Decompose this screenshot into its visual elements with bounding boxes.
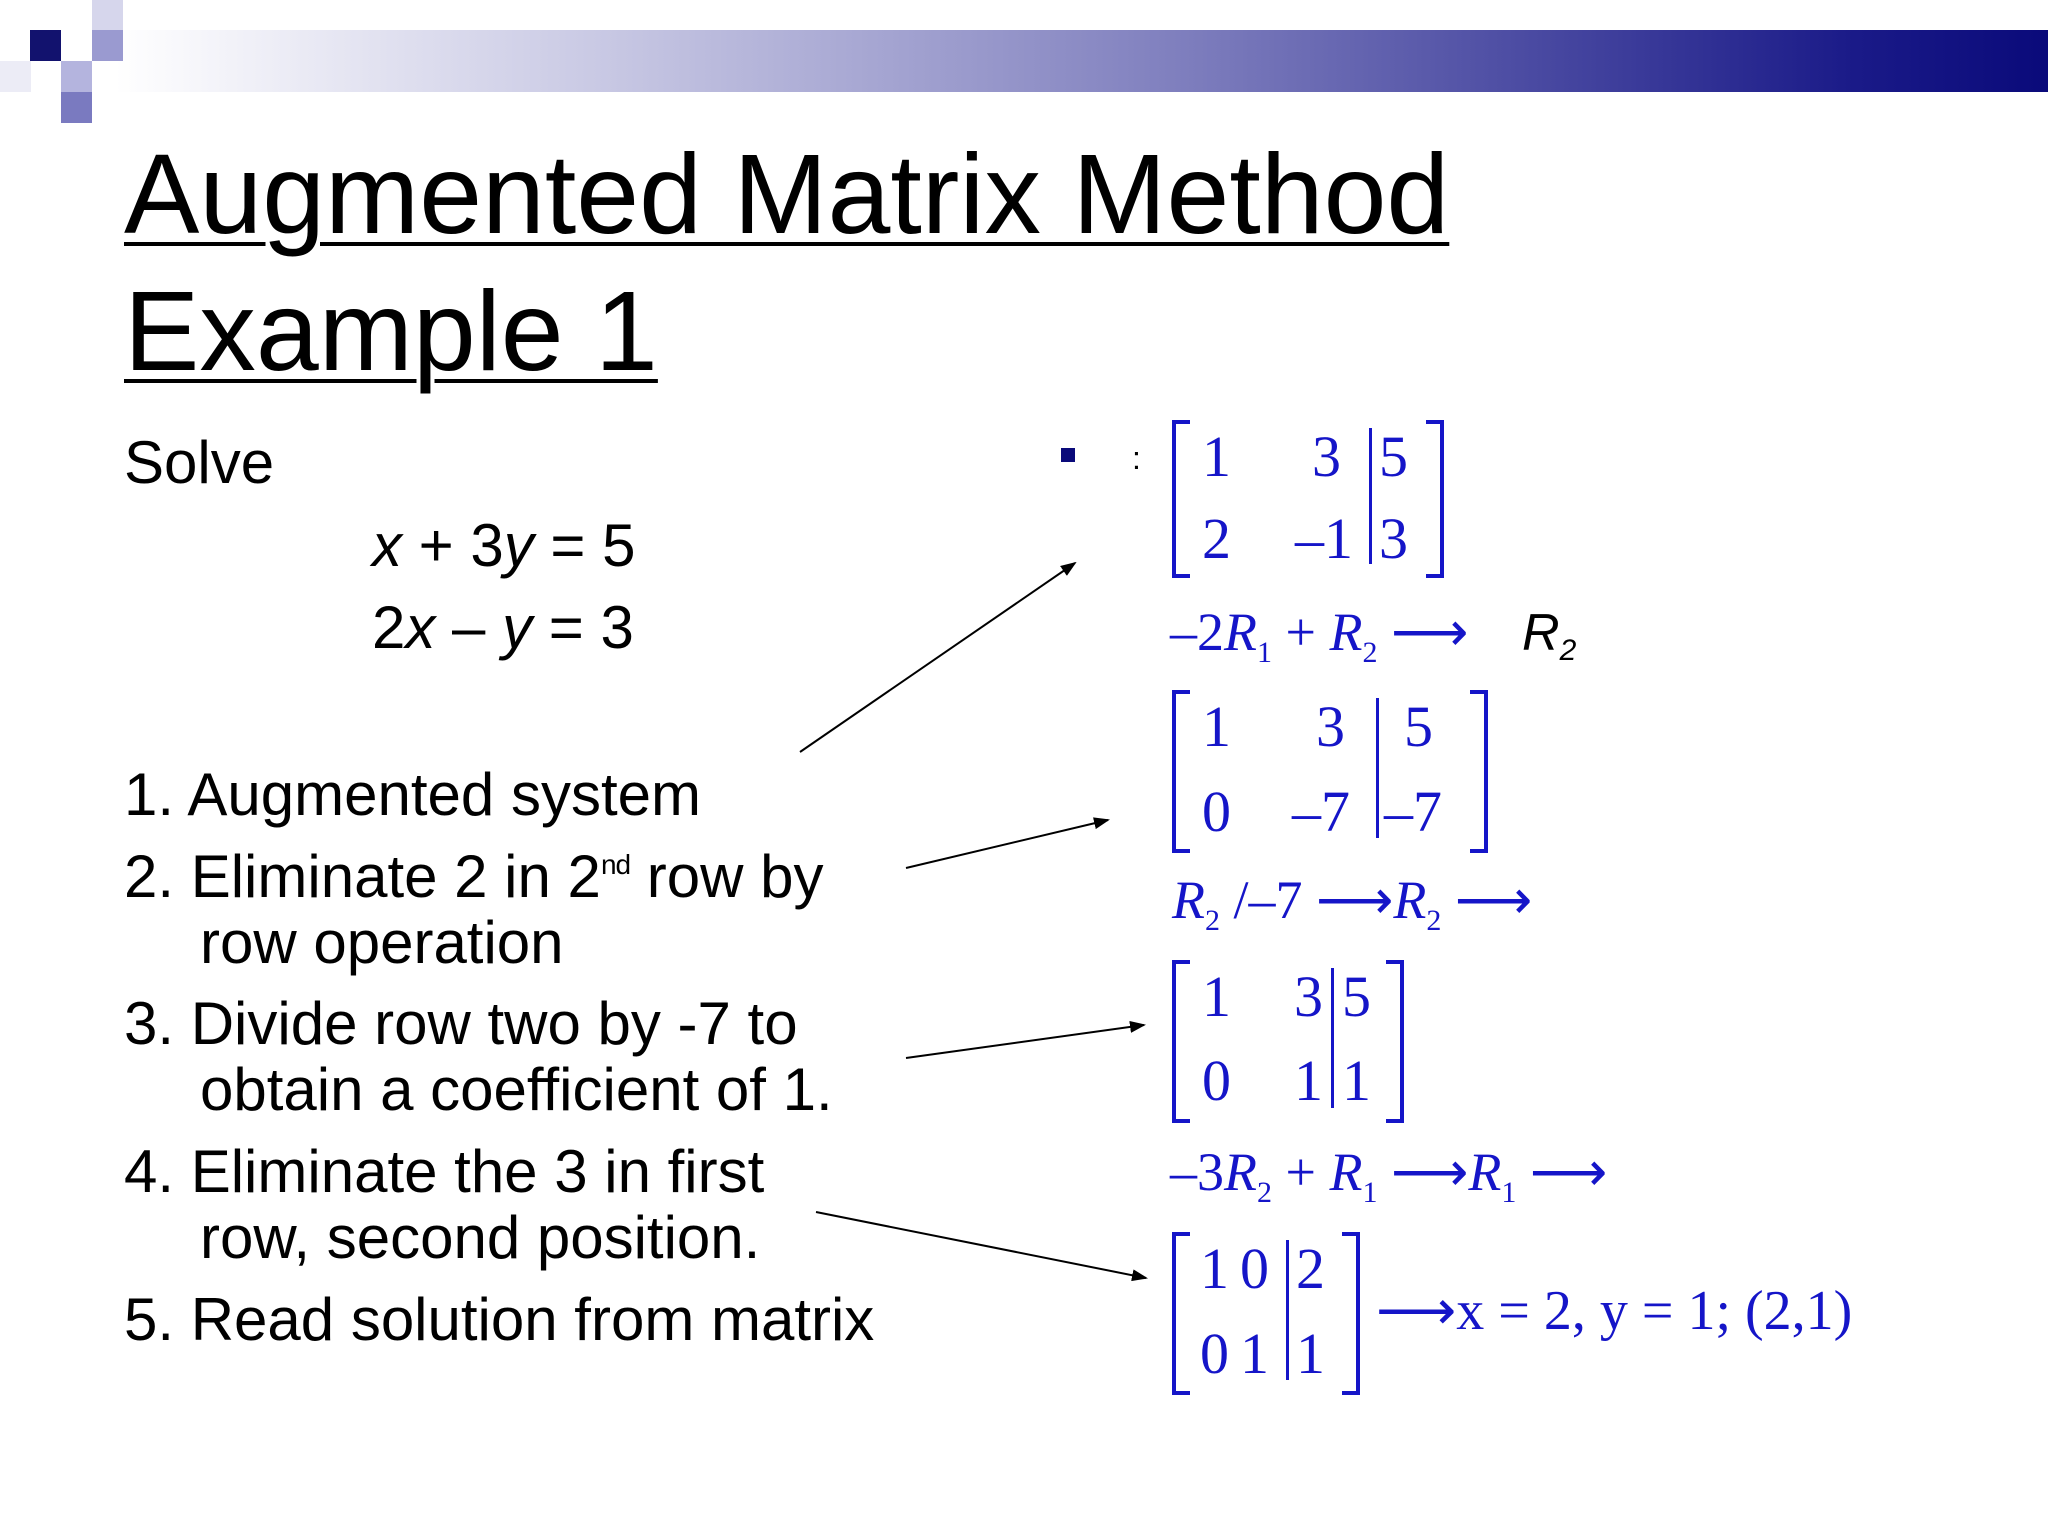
matrix-4-r1c1: 1 <box>1200 1236 1229 1301</box>
op1-r-a: R <box>1224 602 1257 662</box>
step-2-pre: 2. Eliminate 2 in 2 <box>124 843 601 910</box>
matrix-2-r1c1: 1 <box>1202 694 1231 759</box>
eq2-var-x: x <box>405 594 436 661</box>
step-2-sup: nd <box>600 849 631 880</box>
op3-coef: –3 <box>1170 1142 1224 1202</box>
arrow-step2 <box>906 820 1108 868</box>
matrix-2-r2c2: –7 <box>1292 779 1350 844</box>
arrow-step3 <box>906 1025 1144 1058</box>
step-3-line2: obtain a coefficient of 1. <box>200 1056 833 1123</box>
op3-sub-b: 1 <box>1362 1176 1378 1209</box>
matrix-4-r2c2: 1 <box>1240 1321 1269 1386</box>
matrix-1-r2c2: –1 <box>1295 506 1353 571</box>
op2-r-a: R <box>1172 870 1205 930</box>
bullet-colon: : <box>1132 440 1141 476</box>
step-3-line1: 3. Divide row two by -7 to <box>124 990 798 1057</box>
op1-target-sub: 2 <box>1559 634 1577 667</box>
matrix-3-r2c1: 0 <box>1202 1048 1231 1113</box>
matrix-3-r1c3: 5 <box>1342 964 1371 1029</box>
op3-r-c: R <box>1468 1142 1502 1202</box>
op2-sub-a: 2 <box>1205 904 1220 937</box>
page-title-line1: Augmented Matrix Method <box>124 131 1450 257</box>
eq2-coef: 2 <box>372 594 406 661</box>
matrix-3-r2c2: 1 <box>1294 1048 1323 1113</box>
matrix-2-r1c3: 5 <box>1404 694 1433 759</box>
matrix-2-r2c1: 0 <box>1202 779 1231 844</box>
op1-plus: + <box>1272 602 1330 662</box>
op3-r-a: R <box>1224 1142 1257 1202</box>
matrix-1-r1c3: 5 <box>1379 424 1408 489</box>
matrix-1-r2c3: 3 <box>1379 506 1408 571</box>
op1-r-b: R <box>1329 602 1363 662</box>
step-1: 1. Augmented system <box>124 761 701 828</box>
op2-arrow: ⟶ <box>1441 870 1533 930</box>
op3-arrow: ⟶ <box>1377 1142 1469 1202</box>
eq1-var-x: x <box>372 512 402 579</box>
step-2-post: row by <box>630 843 824 910</box>
eq1-var-y: y <box>503 512 534 579</box>
op1-sub-b: 2 <box>1362 636 1378 669</box>
op2-sub-b: 2 <box>1426 904 1442 937</box>
matrix-2-r1c2: 3 <box>1316 694 1345 759</box>
eq1-mid: + 3 <box>402 512 504 579</box>
matrix-1-r1c1: 1 <box>1202 424 1231 489</box>
step-5: 5. Read solution from matrix <box>124 1286 875 1353</box>
op1-arrow: ⟶ <box>1377 602 1469 662</box>
matrix-2-r2c3: –7 <box>1384 779 1442 844</box>
op2-r-b: R <box>1393 870 1427 930</box>
op3-sub-a: 2 <box>1257 1176 1272 1209</box>
arrow-step4 <box>816 1212 1146 1278</box>
matrix-3-r2c3: 1 <box>1342 1048 1371 1113</box>
eq2-rhs: = 3 <box>532 594 634 661</box>
step-4-line2: row, second position. <box>200 1204 761 1271</box>
matrix-1-r2c1: 2 <box>1202 506 1231 571</box>
arrow-step1 <box>800 563 1075 752</box>
eq2-var-y: y <box>502 594 533 661</box>
op3-arrow2: ⟶ <box>1516 1142 1608 1202</box>
matrix-1-r1c2: 3 <box>1312 424 1341 489</box>
matrix-4-r2c1: 0 <box>1200 1321 1229 1386</box>
step-2-line2: row operation <box>200 909 564 976</box>
solve-label: Solve <box>124 429 275 496</box>
step-4-line1: 4. Eliminate the 3 in first <box>124 1138 765 1205</box>
page-title-line2: Example 1 <box>124 268 658 394</box>
matrix-3-r1c1: 1 <box>1202 964 1231 1029</box>
matrix-4-r2c3: 1 <box>1296 1321 1325 1386</box>
op3-r-b: R <box>1329 1142 1363 1202</box>
matrix-4-r1c3: 2 <box>1296 1236 1325 1301</box>
matrix-4-r1c2: 0 <box>1240 1236 1269 1301</box>
eq1-rhs: = 5 <box>533 512 636 579</box>
op3-sub-c: 1 <box>1501 1176 1517 1209</box>
eq2-mid: – <box>435 594 503 661</box>
op1-coef: –2 <box>1170 602 1224 662</box>
op1-target-r: R <box>1522 604 1560 662</box>
op3-plus: + <box>1272 1142 1330 1202</box>
solution-result: ⟶x = 2, y = 1; (2,1) <box>1376 1280 1853 1342</box>
matrix-3-r1c2: 3 <box>1294 964 1323 1029</box>
op2-div: /–7 ⟶ <box>1220 870 1394 930</box>
op1-sub-a: 1 <box>1257 636 1272 669</box>
